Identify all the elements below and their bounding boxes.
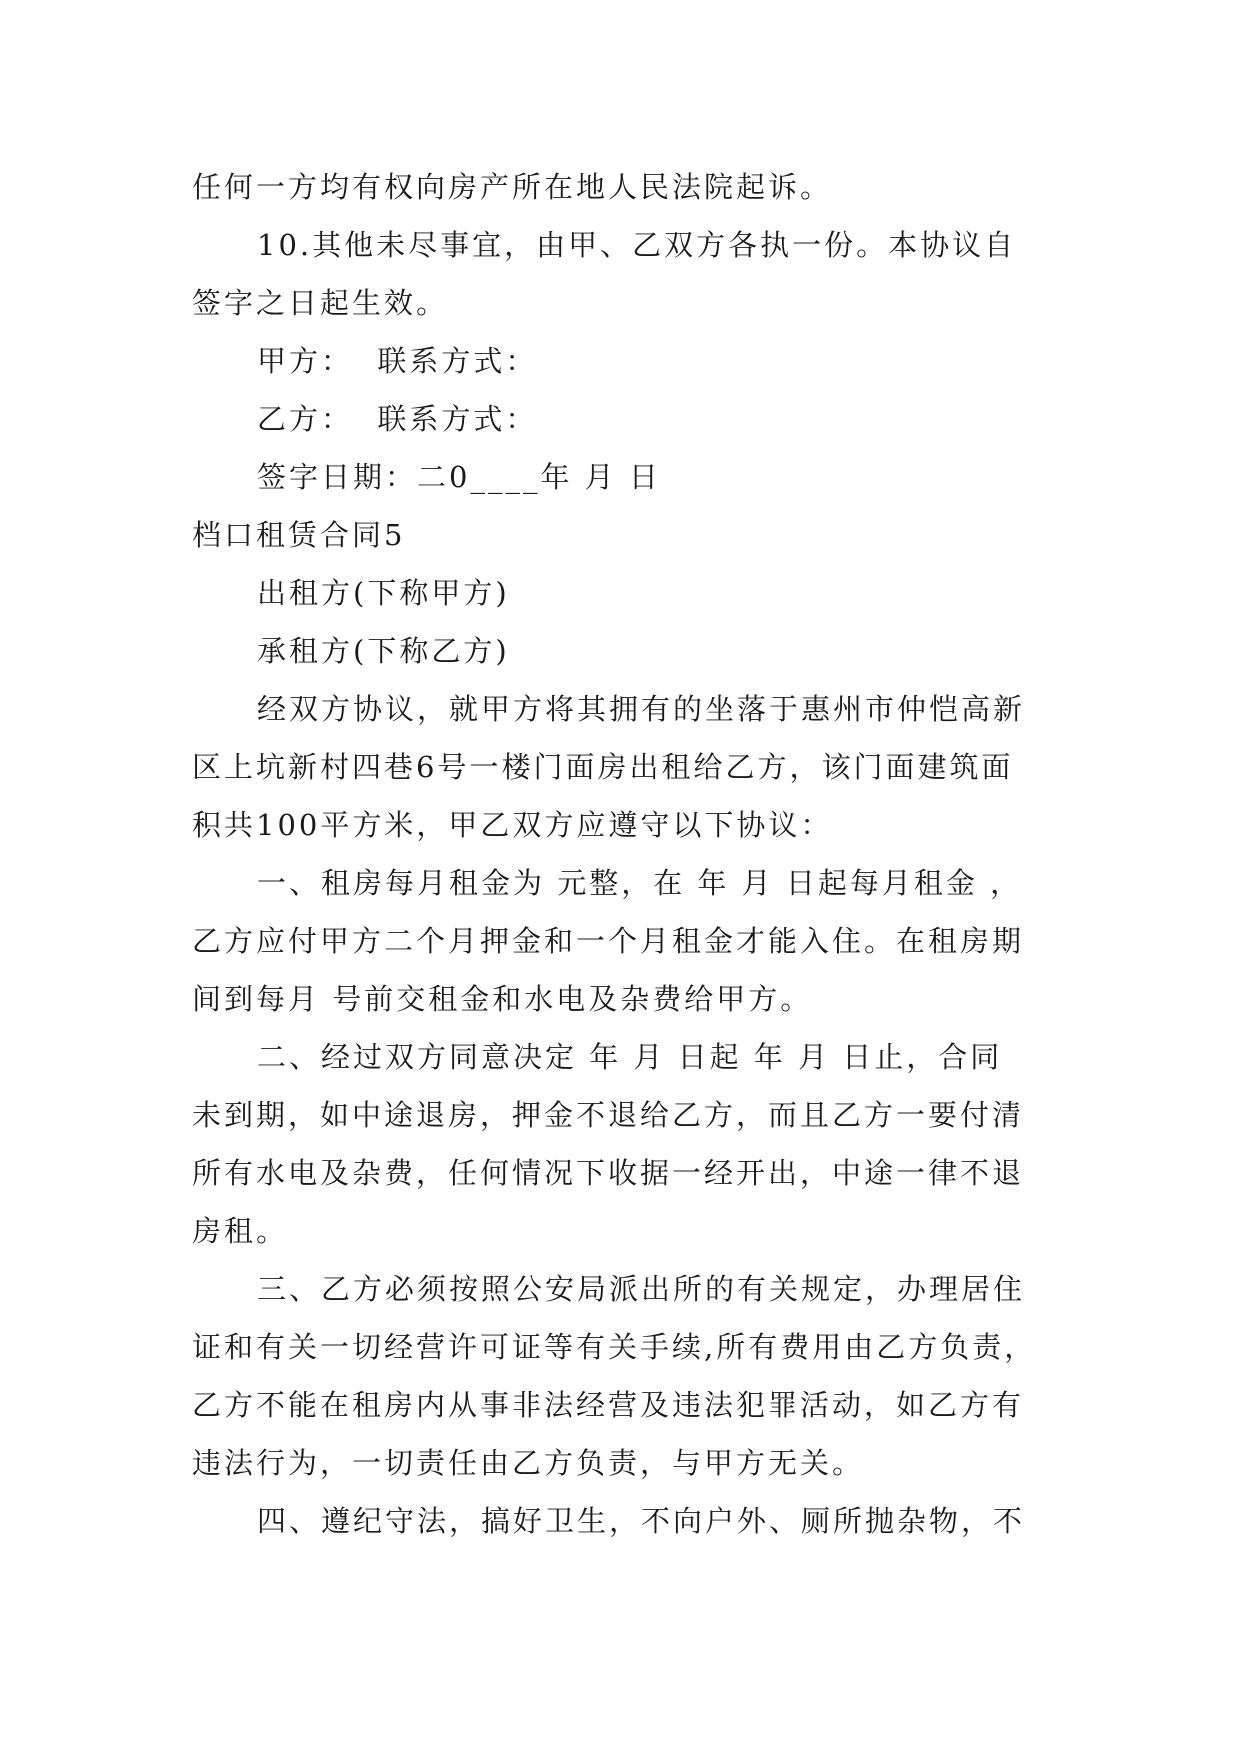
lessee-line: 承租方(下称乙方) bbox=[257, 634, 510, 668]
text-line: 任何一方均有权向房产所在地人民法院起诉。 bbox=[192, 170, 833, 204]
text-line: 房租。 bbox=[192, 1214, 289, 1248]
text-line: 乙方应付甲方二个月押金和一个月租金才能入住。在租房期 bbox=[192, 924, 1025, 958]
text-line: 区上坑新村四巷6号一楼门面房出租给乙方，该门面建筑面 bbox=[192, 750, 1014, 784]
clause-1-text: 一、租房每月租金为 元整，在 年 月 日起每月租金 ， bbox=[257, 866, 1023, 900]
text-line: 违法行为，一切责任由乙方负责，与甲方无关。 bbox=[192, 1446, 865, 1480]
clause-10-text: 10.其他未尽事宜，由甲、乙双方各执一份。本协议自 bbox=[257, 228, 1017, 262]
text-line: 证和有关一切经营许可证等有关手续,所有费用由乙方负责， bbox=[192, 1330, 1037, 1364]
clause-2-text: 二、经过双方同意决定 年 月 日起 年 月 日止，合同 bbox=[257, 1040, 1003, 1074]
clause-4-text: 四、遵纪守法，搞好卫生，不向户外、厕所抛杂物，不 bbox=[257, 1504, 1026, 1538]
clause-3-text: 三、乙方必须按照公安局派出所的有关规定，办理居住 bbox=[257, 1272, 1026, 1306]
signing-date-line: 签字日期：二0____年 月 日 bbox=[257, 460, 661, 494]
preamble-text: 经双方协议，就甲方将其拥有的坐落于惠州市仲恺高新 bbox=[257, 692, 1026, 726]
section-title: 档口租赁合同5 bbox=[192, 518, 406, 552]
text-line: 签字之日起生效。 bbox=[192, 286, 449, 320]
text-line: 未到期，如中途退房，押金不退给乙方，而且乙方一要付清 bbox=[192, 1098, 1025, 1132]
text-line: 所有水电及杂费，任何情况下收据一经开出，中途一律不退 bbox=[192, 1156, 1025, 1190]
party-a-signature-line: 甲方： 联系方式： bbox=[257, 344, 538, 378]
lessor-line: 出租方(下称甲方) bbox=[257, 576, 510, 610]
text-line: 间到每月 号前交租金和水电及杂费给甲方。 bbox=[192, 982, 813, 1016]
text-line: 积共100平方米，甲乙双方应遵守以下协议： bbox=[192, 808, 833, 842]
party-b-signature-line: 乙方： 联系方式： bbox=[257, 402, 538, 436]
text-line: 乙方不能在租房内从事非法经营及违法犯罪活动，如乙方有 bbox=[192, 1388, 1025, 1422]
